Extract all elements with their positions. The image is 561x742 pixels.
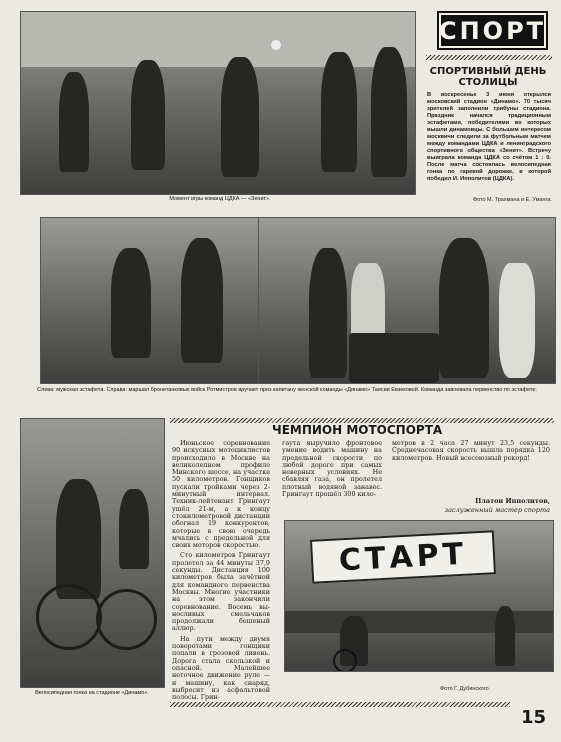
sport-day-text: В воскресенье 3 июня открылся московский стадион «Динамо». 70 тысяч зрителей заполнили трибуны стадиона. Праздник начался традиционным эстафетами, победителями во которых вышли динамовцы. С большим интересом москвичи следили за футбольным матчем между командами ЦДКА и ленинградского спортивного общества «Зенит». Встречу выиграла команда ЦДКА со счётом 1 : 0. После матча состоялась велосипедная гонка по гаревой дорожке, в которой победил И. Ипполитов (ЦДКА). — [427, 92, 551, 182]
logo-rule — [426, 55, 552, 60]
officer-figure — [309, 248, 347, 378]
runner-figure — [181, 238, 223, 363]
paragraph: На пути между двумя поворотами гонщики попали в грозовой ливень. Дорога стала скользкой и опасной. Малейшее неточное движение руле — и машину, как снаряд, выбросит из асфальтовой полосы. Грин- — [172, 634, 270, 702]
stadium-stands — [21, 12, 415, 67]
champion-title: ЧЕМПИОН МОТОСПОРТА — [272, 423, 443, 437]
cyclist-figure — [56, 479, 101, 599]
sport-day-credit: Фото М. Трахмана и Е. Уманга. — [472, 197, 552, 203]
page-number: 15 — [521, 707, 547, 728]
author-title: заслуженный мастер спорта — [444, 506, 550, 514]
football-caption: Момент игры команд ЦДКА — «Зенит». — [169, 196, 271, 202]
bicycle-wheel — [96, 589, 157, 650]
football-photo — [20, 11, 416, 195]
champion-column-2 — [282, 440, 382, 501]
champion-column-1 — [172, 440, 270, 704]
marshal-figure — [439, 238, 489, 378]
cycling-caption: Велосипедная гонка на стадионе «Динамо». — [35, 690, 149, 696]
player-figure — [321, 52, 357, 172]
bicycle-wheel — [36, 584, 102, 650]
player-figure — [371, 47, 407, 177]
champion-column-3 — [392, 440, 550, 465]
sport-day-title: СПОРТИВНЫЙ ДЕНЬ СТОЛИЦЫ — [429, 66, 547, 88]
motorcycle-wheel — [333, 649, 357, 672]
start-banner: СТАРТ — [310, 530, 496, 584]
runner-figure — [111, 248, 151, 358]
author-name: Платон Ипполитов, — [475, 497, 550, 505]
paragraph: метров в 2 часа 27 минут 23,5 секунды. Среднечасовая скорость вышла порядка 120 километров. Новый всесоюзный рекорд! — [392, 439, 550, 462]
relay-caption: Слева: мужская эстафета. Справа: маршал бронетанковых войск Ротмистров вручает приз капитану женской команды «Динамо» Таисии Евзековой. Команда завоевала первенство по эстафете. — [37, 387, 537, 393]
magazine-logo: СПОРТ — [437, 11, 548, 50]
cycling-photo — [20, 418, 165, 688]
player-figure — [131, 60, 165, 170]
player-figure — [221, 57, 259, 177]
official-figure — [495, 606, 515, 666]
relay-photo — [40, 217, 260, 384]
paragraph: Июньское соревнование 90 искусных мотоциклистов происходило в Москве на великолепном профиле Минского шоссе, на участке 50 километров. Гонщиков пускали тройками через 2-минутный интервал. Техник-лейтенант Грингаут ушёл 21-м, а к концу стокилометровой дистанции обогнал 19 конкурентов, которые в свою очередь мчались с предельной для своих моторов скоростью. — [172, 439, 270, 550]
trophy-table — [349, 333, 439, 383]
champion-rule-bottom — [170, 702, 510, 707]
paragraph: гаута выручило фронтовое умение водить машину на предельной скорости по любой дороге при самых неверных условиях. Не сбавляя газа, он пролетел плотный водяной занавес. Грингаут прошёл 300 кило- — [282, 439, 382, 499]
player-figure — [59, 72, 89, 172]
start-photo — [284, 520, 554, 672]
award-photo — [258, 217, 556, 384]
ball — [271, 40, 281, 50]
athlete-figure — [499, 263, 535, 378]
cyclist-figure — [119, 489, 149, 569]
start-photo-credit: Фото Г. Дубинского. — [440, 686, 491, 692]
paragraph: Сто километров Грингаут пролетел за 44 минуты 37,9 секунды. Дистанция 100 километров была зачётной для командного первенства Москвы. Многие участники на этом закончили соревнование. Восемь выносливых смельчаков продолжали бешеный аллюр. — [172, 551, 270, 633]
